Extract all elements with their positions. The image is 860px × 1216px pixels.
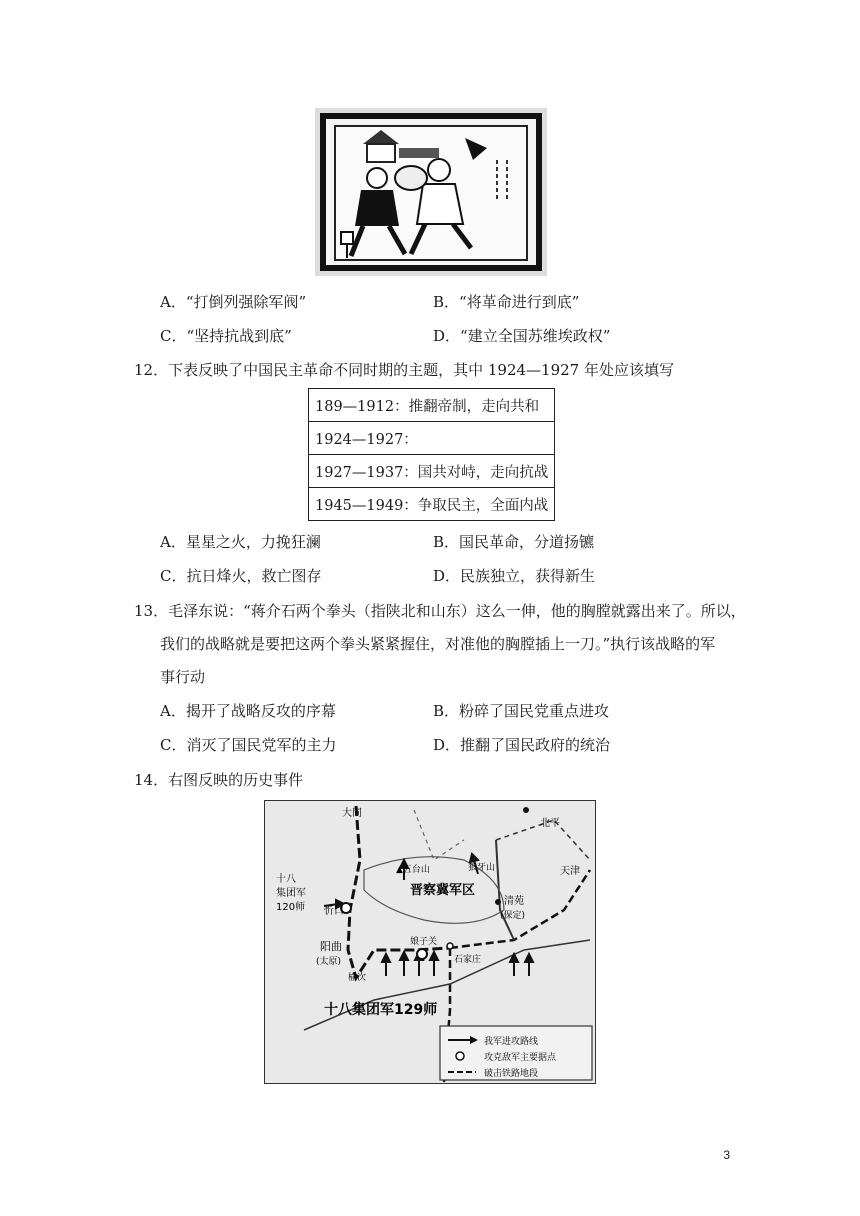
table-cell: 1945—1949：争取民主，全面内战 — [309, 488, 555, 521]
map-label-baoding: (保定) — [500, 911, 526, 921]
table-row — [309, 422, 555, 455]
q12-option-d: D．民族独立，获得新生 — [433, 567, 596, 585]
q12-stem: 12．下表反映了中国民主革命不同时期的主题，其中 1924—1927 年处应该填写 — [134, 361, 674, 379]
legend-stronghold: 攻克敌军主要据点 — [484, 1053, 557, 1063]
battle-map — [264, 800, 596, 1084]
map-label-wutaishan: ▲五台山 — [396, 865, 430, 875]
q11-option-c: C．“坚持抗战到底” — [160, 327, 292, 345]
map-label-army129: 十八集团军129师 — [324, 1002, 438, 1018]
q11-option-b: B．“将革命进行到底” — [433, 293, 580, 311]
map-label-shijiazhuang: 石家庄 — [454, 955, 482, 965]
map-label-xinkou: 忻口 — [324, 906, 344, 917]
legend-railway-sabotage: 破击铁路地段 — [484, 1069, 539, 1079]
q12-option-a: A．星星之火，力挽狂澜 — [160, 533, 321, 551]
table-cell: 189—1912：推翻帝制，走向共和 — [309, 389, 555, 422]
table-row — [309, 455, 555, 488]
cartoon-image — [315, 108, 547, 276]
q13-line-2: 我们的战略就是要把这两个拳头紧紧握住，对准他的胸膛插上一刀。”执行该战略的军 — [160, 635, 716, 653]
table-cell: 1924—1927： — [309, 422, 555, 455]
map-label-army120-3: 120师 — [276, 902, 306, 913]
table-row — [309, 488, 555, 521]
q13-option-c: C．消灭了国民党军的主力 — [160, 736, 337, 754]
map-label-tianjin: 天津 — [560, 866, 580, 877]
map-label-yangqu: 阳曲 — [320, 940, 342, 953]
q13-line-1: 13．毛泽东说：“蒋介石两个拳头（指陕北和山东）这么一伸，他的胸膛就露出来了。所以， — [134, 602, 746, 620]
map-label-army120-1: 十八 — [276, 874, 296, 885]
table-row — [309, 389, 555, 422]
q13-option-b: B．粉碎了国民党重点进攻 — [433, 702, 610, 720]
map-label-qingyuan: 清苑 — [504, 896, 524, 907]
legend-attack-route: 我军进攻路线 — [484, 1037, 539, 1047]
map-label-datong: 大同 — [342, 808, 362, 819]
q12-option-b: B．国民革命，分道扬镳 — [433, 533, 595, 551]
page-number: 3 — [723, 1148, 730, 1162]
q11-option-d: D．“建立全国苏维埃政权” — [433, 327, 611, 345]
map-label-beiping: 北平 — [540, 818, 560, 829]
table-cell: 1927—1937：国共对峙，走向抗战 — [309, 455, 555, 488]
map-label-langyashan: 狼牙山 — [468, 863, 496, 873]
q12-option-c: C．抗日烽火，救亡图存 — [160, 567, 322, 585]
q12-table — [308, 388, 555, 521]
q14-stem: 14．右图反映的历史事件 — [134, 771, 304, 789]
q13-option-a: A．揭开了战略反攻的序幕 — [160, 702, 336, 720]
q13-line-3: 事行动 — [160, 668, 206, 686]
map-label-niangziguan: 娘子关 — [410, 937, 438, 947]
map-label-army120-2: 集团军 — [276, 888, 306, 899]
map-label-region: 晋察冀军区 — [410, 883, 476, 898]
q11-option-a: A．“打倒列强除军阀” — [160, 293, 307, 311]
q13-option-d: D．推翻了国民政府的统治 — [433, 736, 611, 754]
map-label-yuci: 榆次 — [348, 973, 367, 983]
map-label-taiyuan: (太原) — [316, 957, 342, 967]
